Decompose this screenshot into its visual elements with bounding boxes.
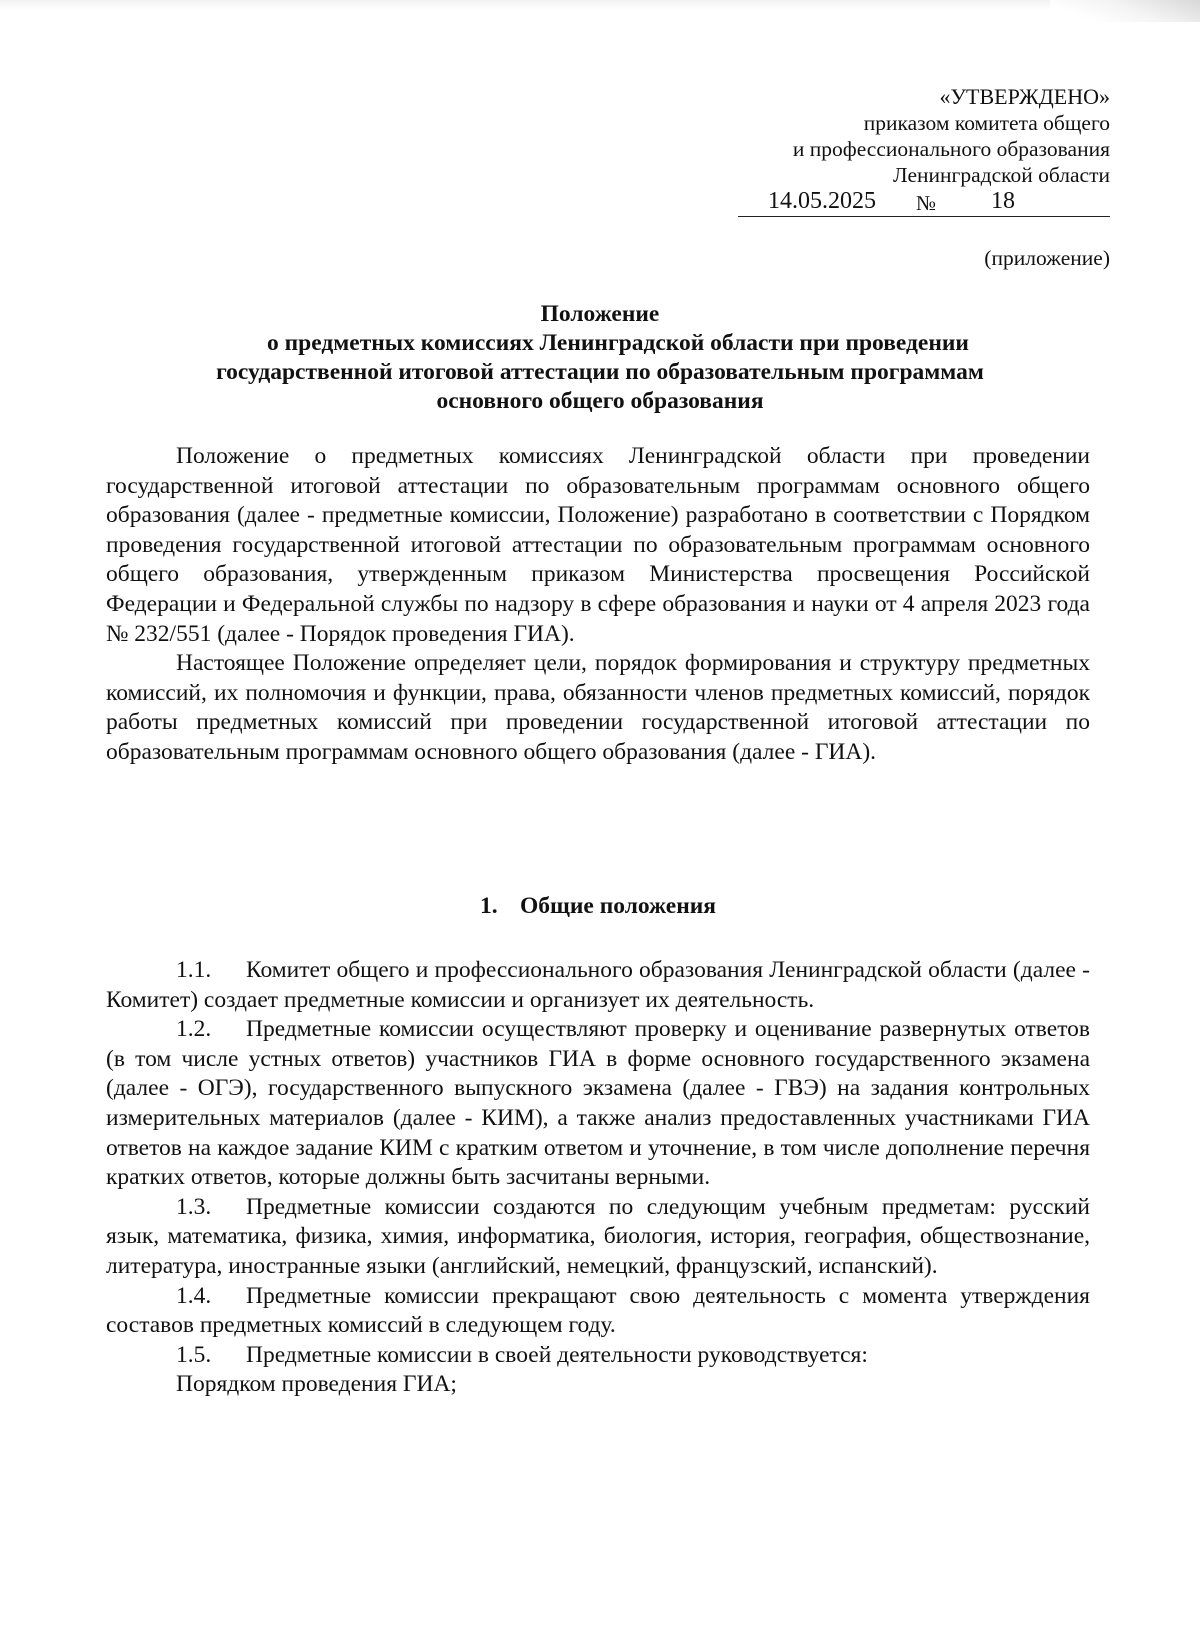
- item-number: 1.2.: [176, 1016, 212, 1043]
- order-number: 18: [991, 188, 1015, 214]
- item-text: Предметные комиссии осуществляют проверку и оценивание развернутых ответов (в том числе устных ответов) участников ГИА в форме основного государственного экзамена (далее - ОГЭ), государственного выпускного экзамена (далее - ГВЭ) на задания контрольных измерительных материалов (далее - КИМ), а также анализ предоставленных участниками ГИА ответов на каждое задание КИМ с кратким ответом и уточнение, в том числе дополнение перечня кратких ответов, которые должны быть засчитаны верными.: [106, 1016, 1090, 1191]
- item-text: Предметные комиссии в своей деятельности руководствуется:: [246, 1341, 868, 1368]
- approval-line: и профессионального образования: [792, 137, 1110, 161]
- item-number: 1.3.: [176, 1193, 212, 1220]
- section-number: 1.: [480, 893, 498, 919]
- section-title: Общие положения: [520, 893, 716, 919]
- intro-text: [106, 442, 1090, 768]
- section-heading: [106, 893, 1090, 920]
- scan-corner-shadow: [1050, 0, 1200, 22]
- item-text: Предметные комиссии прекращают свою деятельность с момента утверждения составов предметных комиссий в следующем году.: [106, 1282, 1090, 1339]
- scan-edge: [0, 0, 1200, 10]
- list-item: [106, 1282, 1090, 1341]
- list-item: Порядком проведения ГИА;: [176, 1371, 457, 1398]
- item-number: 1.5.: [176, 1341, 212, 1368]
- order-date-number-line: [738, 188, 1110, 217]
- paragraph: Положение о предметных комиссиях Ленинградской области при проведении государственной итоговой аттестации по образовательным программам основного общего образования (далее - предметные комиссии, Положение) разработано в соответствии с Порядком проведения государственной итоговой аттестации по образовательным программам основного общего образования, утвержденным приказом Министерства просвещения Российской Федерации и Федеральной службы по надзору в сфере образования и науки от 4 апреля 2023 года № 232/551 (далее - Порядок проведения ГИА).: [106, 443, 1090, 647]
- item-number: 1.4.: [176, 1282, 212, 1309]
- appendix-label: (приложение): [984, 246, 1110, 270]
- title-line: Положение: [540, 301, 660, 327]
- item-text: Предметные комиссии создаются по следующим учебным предметам: русский язык, математика, физика, химия, информатика, биология, история, география, обществознание, литература, иностранные языки (английский, немецкий, французский, испанский).: [106, 1193, 1090, 1279]
- title-line: о предметных комиссиях Ленинградской области при проведении: [267, 330, 969, 356]
- document-title: [110, 300, 1090, 416]
- approval-label: «УТВЕРЖДЕНО»: [939, 84, 1110, 109]
- item-number: 1.1.: [176, 957, 212, 983]
- item-text: Комитет общего и профессионального образования Ленинградской области (далее - Комитет) создает предметные комиссии и организует их деятельность.: [106, 957, 1090, 1013]
- paragraph: Настоящее Положение определяет цели, порядок формирования и структуру предметных комиссий, их полномочия и функции, права, обязанности членов предметных комиссий, порядок работы предметных комиссий при проведении государственной итоговой аттестации по образовательным программам основного общего образования (далее - ГИА).: [106, 650, 1090, 765]
- number-sign: №: [916, 191, 937, 215]
- list-item: [106, 956, 1090, 1015]
- title-line: государственной итоговой аттестации по образовательным программам: [216, 359, 984, 385]
- list-item: [106, 1341, 1090, 1371]
- list-item: [106, 1015, 1090, 1193]
- section-1-items: [106, 956, 1090, 1400]
- approval-line: приказом комитета общего: [863, 111, 1110, 135]
- title-line: основного общего образования: [436, 388, 764, 414]
- approval-block: [690, 84, 1110, 217]
- list-item: [106, 1193, 1090, 1282]
- approval-line: Ленинградской области: [893, 163, 1110, 187]
- order-date: 14.05.2025: [768, 188, 876, 214]
